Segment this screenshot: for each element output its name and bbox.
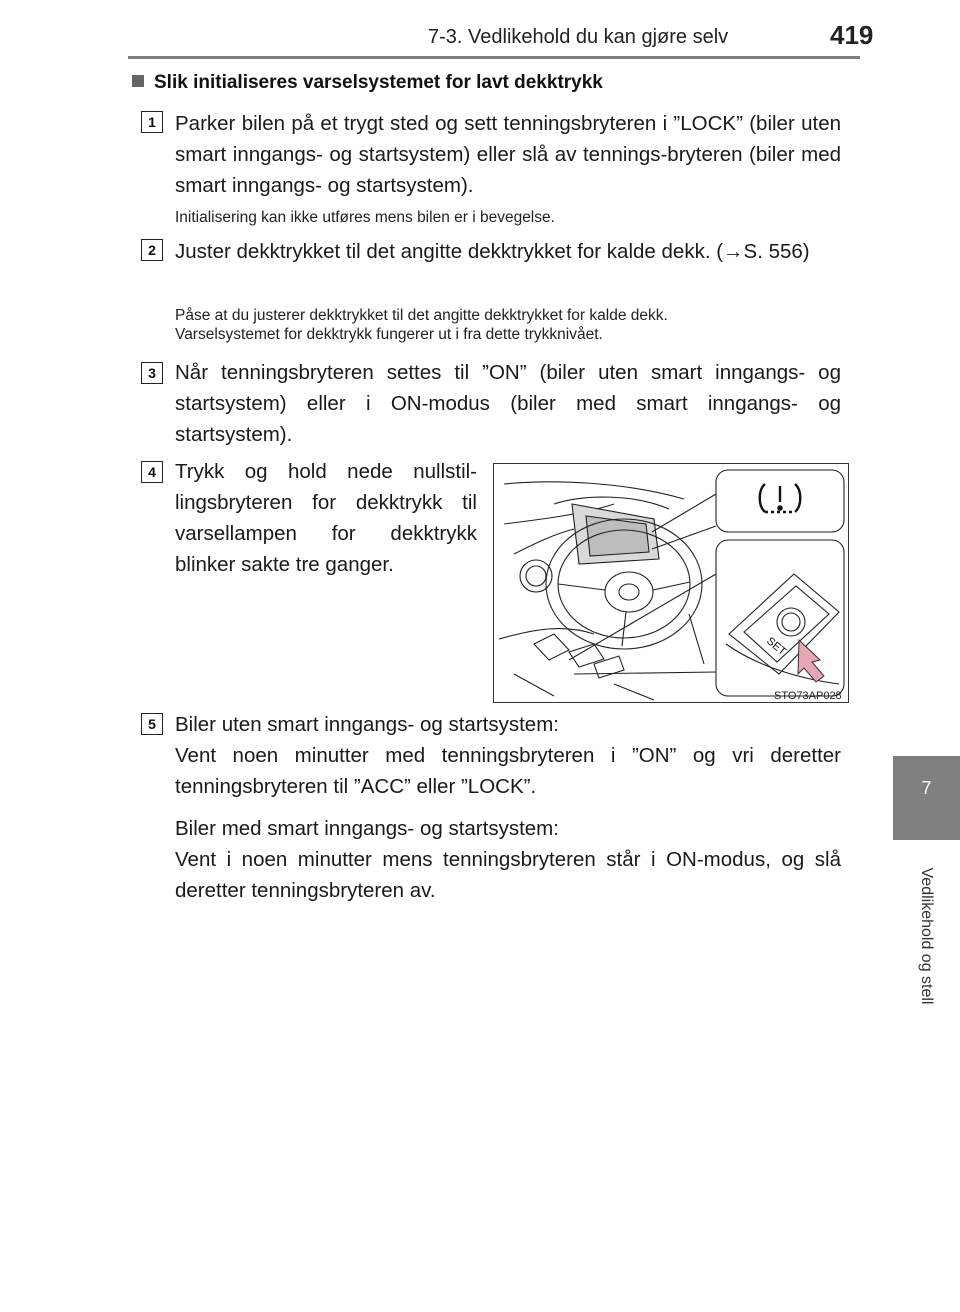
header-title: 7-3. Vedlikehold du kan gjøre selv bbox=[428, 26, 729, 48]
figure-code: STO73AP028 bbox=[774, 690, 842, 702]
step-4-text: Trykk og hold nede nullstil-lingsbryteren for dekktrykk til varsellampen for dekktrykk blinker sakte tre ganger. bbox=[175, 460, 477, 576]
square-bullet-icon bbox=[132, 75, 144, 87]
step-5-line3: Biler med smart inngangs- og startsystem: bbox=[175, 817, 559, 840]
step-1-note: Initialisering kan ikke utføres mens bilen er i bevegelse. bbox=[175, 209, 555, 226]
step-5-text bbox=[175, 709, 841, 906]
set-switch-label: SET bbox=[764, 635, 789, 659]
step-1-text: Parker bilen på et trygt sted og sett tenningsbryteren i ”LOCK” (biler uten smart inngangs- og startsystem) eller slå av tennings-bryteren (biler med smart inngangs- og startsystem). bbox=[175, 112, 841, 197]
chapter-title: Vedlikehold og stell bbox=[918, 867, 935, 1005]
step-2-note-line1: Påse at du justerer dekktrykket til det angitte dekktrykket for kalde dekk. bbox=[175, 307, 668, 324]
chapter-tab bbox=[893, 756, 960, 840]
step-5-line2: Vent noen minutter med tenningsbryteren i ”ON” og vri deretter tenningsbryteren til ”ACC” eller ”LOCK”. bbox=[175, 744, 841, 798]
step-2-text: Juster dekktrykket til det angitte dekktrykket for kalde dekk. (→S. 556) bbox=[175, 240, 810, 263]
dashboard-drawing bbox=[494, 464, 849, 703]
step-badge-5: 5 bbox=[141, 713, 163, 735]
step-2-note-line2: Varselsystemet for dekktrykk fungerer ut i fra dette trykknivået. bbox=[175, 326, 603, 343]
step-5-line4: Vent i noen minutter mens tenningsbryteren står i ON-modus, og slå deretter tenningsbryteren av. bbox=[175, 848, 841, 902]
dashboard-illustration bbox=[493, 463, 849, 703]
step-badge-2: 2 bbox=[141, 239, 163, 261]
section-heading bbox=[132, 72, 603, 94]
step-badge-3: 3 bbox=[141, 362, 163, 384]
section-heading-text: Slik initialiseres varselsystemet for lavt dekktrykk bbox=[154, 72, 603, 93]
step-3-text: Når tenningsbryteren settes til ”ON” (biler uten smart inngangs- og startsystem) eller i ON-modus (biler med smart inngangs- og startsystem). bbox=[175, 361, 841, 446]
step-2-note bbox=[175, 306, 845, 344]
chapter-title-box bbox=[893, 840, 960, 1033]
step-badge-4: 4 bbox=[141, 461, 163, 483]
page-number: 419 bbox=[830, 20, 874, 50]
header-rule bbox=[128, 56, 860, 59]
step-5-line1: Biler uten smart inngangs- og startsystem: bbox=[175, 713, 559, 736]
chapter-number: 7 bbox=[921, 778, 932, 798]
step-badge-1: 1 bbox=[141, 111, 163, 133]
